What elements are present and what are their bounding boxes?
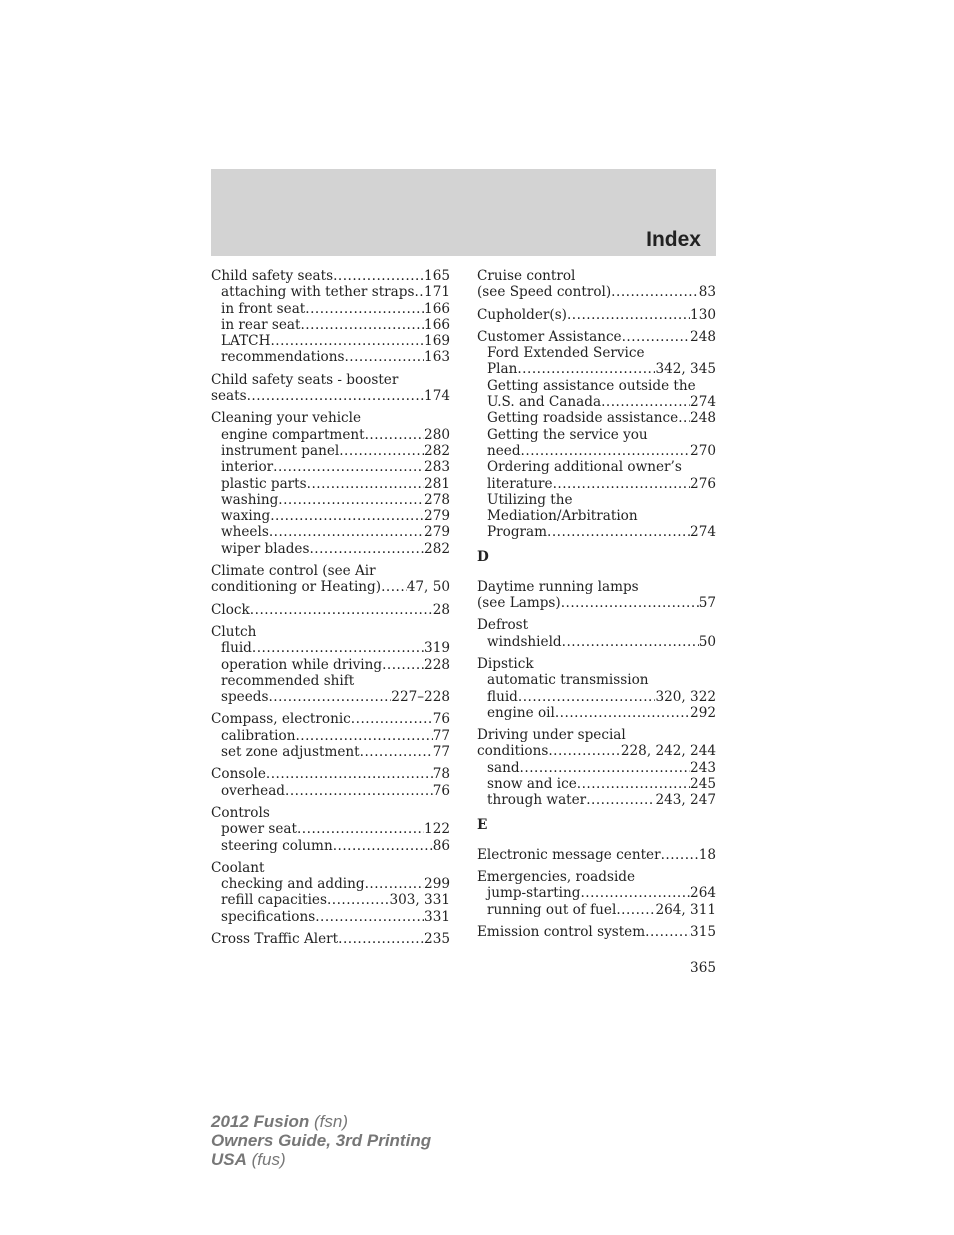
dot-leader bbox=[553, 476, 690, 492]
index-subentry-line bbox=[211, 783, 450, 799]
entry-term: through water bbox=[487, 792, 587, 809]
index-entry bbox=[477, 268, 716, 301]
page-reference: 228 bbox=[424, 656, 450, 673]
page-reference: 228, 242, 244 bbox=[620, 743, 716, 760]
entry-term: LATCH bbox=[221, 333, 271, 350]
dot-leader bbox=[250, 602, 433, 618]
footer bbox=[211, 1112, 431, 1169]
entry-term: fluid bbox=[221, 640, 252, 657]
page-reference: 47, 50 bbox=[406, 579, 450, 596]
page-reference: 50 bbox=[698, 633, 716, 650]
dot-leader bbox=[562, 634, 699, 650]
entry-term: speeds bbox=[221, 689, 269, 706]
index-subentry-line bbox=[211, 524, 450, 540]
entry-term: in front seat bbox=[221, 300, 306, 317]
page-reference: 279 bbox=[424, 508, 450, 525]
index-subentry-line bbox=[477, 705, 716, 721]
dot-leader bbox=[333, 838, 433, 854]
index-entry bbox=[477, 579, 716, 612]
page-reference: 292 bbox=[690, 704, 716, 721]
index-entry-line bbox=[477, 595, 716, 611]
index-entry-line bbox=[477, 869, 716, 885]
entry-term: U.S. and Canada bbox=[487, 394, 602, 411]
entry-term: Cupholder(s) bbox=[477, 306, 567, 323]
index-entry bbox=[477, 727, 716, 808]
entry-term: Ford Extended Service bbox=[487, 345, 645, 362]
page-reference: 28 bbox=[432, 601, 450, 618]
dot-leader bbox=[601, 394, 690, 410]
page-reference: 299 bbox=[424, 876, 450, 893]
entry-term: Ordering additional owner’s bbox=[487, 459, 682, 476]
index-entry bbox=[477, 869, 716, 918]
index-subentry-line bbox=[477, 394, 716, 410]
entry-term: attaching with tether straps bbox=[221, 284, 415, 301]
index-section-letter: D bbox=[477, 548, 489, 565]
dot-leader bbox=[270, 508, 424, 524]
dot-leader bbox=[586, 792, 655, 808]
entry-term: Clutch bbox=[211, 623, 257, 640]
index-entry-line bbox=[477, 727, 716, 743]
entry-term: instrument panel bbox=[221, 442, 340, 459]
index-entry-line bbox=[211, 931, 450, 947]
index-entry-line bbox=[211, 766, 450, 782]
index-subentry-line bbox=[477, 776, 716, 792]
page-number: 365 bbox=[690, 960, 716, 976]
index-subentry-line bbox=[477, 672, 716, 688]
index-subentry-line bbox=[211, 492, 450, 508]
entry-term: washing bbox=[221, 491, 279, 508]
index-subentry-line bbox=[211, 476, 450, 492]
index-entry-line bbox=[211, 388, 450, 404]
footer-region: USA bbox=[211, 1150, 247, 1169]
entry-term: steering column bbox=[221, 837, 333, 854]
index-entry bbox=[477, 617, 716, 650]
entry-term: Controls bbox=[211, 804, 270, 821]
entry-term: Daytime running lamps bbox=[477, 578, 639, 595]
dot-leader bbox=[252, 640, 424, 656]
index-section-letter: E bbox=[477, 816, 488, 833]
entry-term: automatic transmission bbox=[487, 672, 649, 689]
dot-leader bbox=[285, 783, 433, 799]
page-reference: 122 bbox=[424, 821, 450, 838]
index-entry-line bbox=[477, 743, 716, 759]
footer-line-3 bbox=[211, 1150, 431, 1169]
entry-term: literature bbox=[487, 475, 553, 492]
dot-leader bbox=[622, 329, 690, 345]
entry-term: Cruise control bbox=[477, 268, 576, 284]
entry-term: in rear seat bbox=[221, 316, 301, 333]
entry-term: conditions bbox=[477, 743, 549, 760]
dot-leader bbox=[521, 443, 691, 459]
dot-leader bbox=[611, 284, 699, 300]
index-entry bbox=[211, 931, 450, 947]
entry-term: Getting assistance outside the bbox=[487, 377, 696, 394]
entry-term: Compass, electronic bbox=[211, 711, 351, 728]
entry-term: Driving under special bbox=[477, 727, 626, 744]
dot-leader bbox=[315, 909, 424, 925]
page-reference: 76 bbox=[432, 782, 450, 799]
entry-term: Electronic message center bbox=[477, 846, 661, 863]
dot-leader bbox=[382, 657, 424, 673]
index-entry bbox=[477, 924, 716, 940]
index-subentry-line bbox=[211, 909, 450, 925]
index-subentry-line bbox=[211, 821, 450, 837]
entry-term: set zone adjustment bbox=[221, 744, 360, 761]
dot-leader bbox=[333, 268, 424, 284]
page-reference: 264 bbox=[690, 885, 716, 902]
index-entry bbox=[211, 372, 450, 405]
index-entry-line bbox=[477, 617, 716, 633]
index-subentry-line bbox=[211, 640, 450, 656]
dot-leader bbox=[414, 284, 424, 300]
index-subentry-line bbox=[477, 443, 716, 459]
index-entry-line bbox=[477, 656, 716, 672]
page-reference: 264, 311 bbox=[655, 901, 716, 918]
index-subentry-line bbox=[211, 673, 450, 689]
index-entry-line bbox=[477, 924, 716, 940]
entry-term: windshield bbox=[487, 633, 562, 650]
entry-term: Customer Assistance bbox=[477, 328, 622, 345]
entry-term: Mediation/Arbitration bbox=[487, 508, 638, 525]
page-reference: 270 bbox=[690, 442, 716, 459]
page-reference: 248 bbox=[690, 410, 716, 427]
dot-leader bbox=[300, 317, 424, 333]
index-subentry-line bbox=[477, 508, 716, 524]
dot-leader bbox=[247, 388, 424, 404]
page-reference: 77 bbox=[432, 727, 450, 744]
index-entry-line bbox=[211, 579, 450, 595]
entry-term: power seat bbox=[221, 821, 297, 838]
dot-leader bbox=[518, 689, 656, 705]
index-entry bbox=[477, 656, 716, 721]
entry-term: plastic parts bbox=[221, 475, 307, 492]
entry-term: refill capacities bbox=[221, 892, 327, 909]
index-subentry-line bbox=[477, 361, 716, 377]
page-reference: 280 bbox=[424, 426, 450, 443]
index-subentry-line bbox=[477, 378, 716, 394]
entry-term: engine compartment bbox=[221, 426, 365, 443]
dot-leader bbox=[365, 876, 424, 892]
dot-leader bbox=[555, 705, 690, 721]
index-subentry-line bbox=[477, 634, 716, 650]
page-reference: 57 bbox=[698, 595, 716, 612]
page-reference: 235 bbox=[424, 930, 450, 947]
dot-leader bbox=[307, 476, 424, 492]
index-entry-line bbox=[211, 602, 450, 618]
entry-term: need bbox=[487, 442, 521, 459]
index-subentry-line bbox=[477, 459, 716, 475]
entry-term: checking and adding bbox=[221, 876, 365, 893]
dot-leader bbox=[547, 524, 690, 540]
entry-term: Clock bbox=[211, 601, 250, 618]
page-reference: 276 bbox=[690, 475, 716, 492]
page-reference: 243 bbox=[690, 759, 716, 776]
index-subentry-line bbox=[211, 284, 450, 300]
index-entry-line bbox=[211, 805, 450, 821]
index-entry bbox=[211, 711, 450, 760]
dot-leader bbox=[616, 902, 655, 918]
entry-term: engine oil bbox=[487, 704, 555, 721]
index-entry-line bbox=[211, 860, 450, 876]
dot-leader bbox=[297, 821, 424, 837]
dot-leader bbox=[360, 744, 433, 760]
index-subentry-line bbox=[211, 744, 450, 760]
index-entry bbox=[477, 329, 716, 541]
dot-leader bbox=[278, 492, 424, 508]
index-subentry-line bbox=[211, 459, 450, 475]
page-reference: 77 bbox=[432, 744, 450, 761]
dot-leader bbox=[309, 541, 424, 557]
index-subentry-line bbox=[211, 689, 450, 705]
index-entry-line bbox=[477, 307, 716, 323]
entry-term: Plan bbox=[487, 361, 518, 378]
index-entry bbox=[211, 602, 450, 618]
header-band bbox=[211, 169, 716, 256]
dot-leader bbox=[273, 459, 424, 475]
dot-leader bbox=[678, 410, 690, 426]
page-reference: 174 bbox=[424, 388, 450, 405]
index-subentry-line bbox=[477, 410, 716, 426]
dot-leader bbox=[548, 743, 621, 759]
index-subentry-line bbox=[211, 443, 450, 459]
index-subentry-line bbox=[477, 492, 716, 508]
page-reference: 83 bbox=[698, 284, 716, 301]
entry-term: recommendations bbox=[221, 349, 345, 366]
dot-leader bbox=[561, 595, 699, 611]
page-reference: 274 bbox=[690, 394, 716, 411]
index-subentry-line bbox=[211, 541, 450, 557]
page-reference: 227–228 bbox=[391, 689, 450, 706]
index-entry bbox=[477, 847, 716, 863]
index-subentry-line bbox=[477, 885, 716, 901]
index-subentry-line bbox=[211, 508, 450, 524]
page-reference: 281 bbox=[424, 475, 450, 492]
footer-line-1 bbox=[211, 1112, 431, 1131]
index-entry-line bbox=[477, 268, 716, 284]
entry-term: Climate control (see Air bbox=[211, 563, 376, 580]
entry-term: sand bbox=[487, 759, 520, 776]
index-entry-line bbox=[211, 372, 450, 388]
entry-term: wiper blades bbox=[221, 540, 310, 557]
dot-leader bbox=[645, 924, 690, 940]
page-reference: 283 bbox=[424, 459, 450, 476]
page-reference: 76 bbox=[432, 711, 450, 728]
dot-leader bbox=[327, 892, 390, 908]
dot-leader bbox=[517, 361, 655, 377]
entry-term: Getting roadside assistance bbox=[487, 410, 679, 427]
index-subentry-line bbox=[477, 524, 716, 540]
entry-term: Child safety seats - booster bbox=[211, 371, 399, 388]
index-entry-line bbox=[477, 284, 716, 300]
page-reference: 274 bbox=[690, 524, 716, 541]
entry-term: fluid bbox=[487, 688, 518, 705]
page-reference: 86 bbox=[432, 837, 450, 854]
index-entry bbox=[211, 860, 450, 925]
index-subentry-line bbox=[477, 760, 716, 776]
entry-term: Defrost bbox=[477, 617, 529, 634]
dot-leader bbox=[344, 349, 424, 365]
entry-term: running out of fuel bbox=[487, 901, 617, 918]
dot-leader bbox=[339, 443, 424, 459]
entry-term: Getting the service you bbox=[487, 426, 648, 443]
entry-term: (see Speed control) bbox=[477, 284, 612, 301]
entry-term: Emergencies, roadside bbox=[477, 868, 636, 885]
index-subentry-line bbox=[211, 333, 450, 349]
page-reference: 315 bbox=[690, 923, 716, 940]
index-entry bbox=[211, 268, 450, 366]
page-reference: 130 bbox=[690, 306, 716, 323]
entry-term: (see Lamps) bbox=[477, 595, 561, 612]
dot-leader bbox=[305, 301, 424, 317]
entry-term: waxing bbox=[221, 508, 271, 525]
index-entry bbox=[211, 410, 450, 557]
dot-leader bbox=[580, 885, 690, 901]
entry-term: interior bbox=[221, 459, 274, 476]
index-subentry-line bbox=[477, 476, 716, 492]
page-reference: 278 bbox=[424, 491, 450, 508]
entry-term: specifications bbox=[221, 908, 316, 925]
page-reference: 78 bbox=[432, 766, 450, 783]
entry-term: seats bbox=[211, 388, 247, 405]
page-reference: 166 bbox=[424, 300, 450, 317]
entry-term: Cleaning your vehicle bbox=[211, 410, 362, 427]
entry-term: operation while driving bbox=[221, 656, 383, 673]
index-subentry-line bbox=[211, 349, 450, 365]
dot-leader bbox=[661, 847, 699, 863]
index-entry-line bbox=[211, 711, 450, 727]
dot-leader bbox=[365, 427, 424, 443]
index-entry-line bbox=[211, 268, 450, 284]
index-entry bbox=[477, 307, 716, 323]
page-reference: 165 bbox=[424, 268, 450, 284]
index-entry-line bbox=[477, 847, 716, 863]
entry-term: Emission control system bbox=[477, 923, 646, 940]
page-reference: 243, 247 bbox=[655, 792, 716, 809]
entry-term: Cross Traffic Alert bbox=[211, 930, 339, 947]
page-title: Index bbox=[646, 228, 701, 251]
dot-leader bbox=[567, 307, 690, 323]
index-subentry-line bbox=[211, 876, 450, 892]
index-subentry-line bbox=[477, 689, 716, 705]
index-subentry-line bbox=[211, 838, 450, 854]
page-reference: 248 bbox=[690, 328, 716, 345]
index-subentry-line bbox=[211, 427, 450, 443]
footer-model: 2012 Fusion bbox=[211, 1112, 310, 1131]
entry-term: wheels bbox=[221, 524, 269, 541]
index-entry-line bbox=[477, 579, 716, 595]
index-entry bbox=[211, 624, 450, 705]
page-reference: 331 bbox=[424, 908, 450, 925]
entry-term: calibration bbox=[221, 727, 296, 744]
page-reference: 169 bbox=[424, 333, 450, 350]
page-reference: 342, 345 bbox=[655, 361, 716, 378]
entry-term: recommended shift bbox=[221, 672, 355, 689]
entry-term: conditioning or Heating) bbox=[211, 579, 382, 596]
index-entry-line bbox=[211, 410, 450, 426]
page-reference: 320, 322 bbox=[655, 688, 716, 705]
index-subentry-line bbox=[211, 301, 450, 317]
page-reference: 245 bbox=[690, 776, 716, 793]
index-subentry-line bbox=[211, 317, 450, 333]
dot-leader bbox=[266, 766, 433, 782]
page-reference: 279 bbox=[424, 524, 450, 541]
dot-leader bbox=[381, 579, 407, 595]
page-reference: 303, 331 bbox=[389, 892, 450, 909]
page-reference: 319 bbox=[424, 640, 450, 657]
entry-term: Coolant bbox=[211, 859, 265, 876]
page-reference: 18 bbox=[698, 846, 716, 863]
entry-term: overhead bbox=[221, 782, 286, 799]
index-subentry-line bbox=[477, 902, 716, 918]
index-column-right bbox=[477, 268, 716, 946]
dot-leader bbox=[338, 931, 424, 947]
footer-region-code: (fus) bbox=[251, 1150, 286, 1169]
dot-leader bbox=[270, 333, 424, 349]
index-subentry-line bbox=[211, 728, 450, 744]
index-subentry-line bbox=[477, 427, 716, 443]
index-entry bbox=[211, 563, 450, 596]
dot-leader bbox=[520, 760, 691, 776]
footer-line-2: Owners Guide, 3rd Printing bbox=[211, 1131, 432, 1150]
index-entry-line bbox=[211, 563, 450, 579]
entry-term: Console bbox=[211, 766, 266, 783]
index-entry-line bbox=[211, 624, 450, 640]
entry-term: Child safety seats bbox=[211, 268, 334, 284]
entry-term: Utilizing the bbox=[487, 491, 573, 508]
entry-term: snow and ice bbox=[487, 776, 577, 793]
dot-leader bbox=[295, 728, 432, 744]
entry-term: Dipstick bbox=[477, 655, 534, 672]
page-reference: 171 bbox=[424, 284, 450, 301]
page-reference: 282 bbox=[424, 442, 450, 459]
footer-model-code: (fsn) bbox=[314, 1112, 348, 1131]
dot-leader bbox=[351, 711, 433, 727]
dot-leader bbox=[577, 776, 690, 792]
index-subentry-line bbox=[477, 345, 716, 361]
entry-term: jump-starting bbox=[487, 885, 581, 902]
entry-term: Program bbox=[487, 524, 548, 541]
index-entry bbox=[211, 805, 450, 854]
index-subentry-line bbox=[477, 792, 716, 808]
index-entry-line bbox=[477, 329, 716, 345]
page-reference: 166 bbox=[424, 316, 450, 333]
page-reference: 282 bbox=[424, 540, 450, 557]
index-entry bbox=[211, 766, 450, 799]
index-subentry-line bbox=[211, 892, 450, 908]
dot-leader bbox=[268, 689, 391, 705]
index-subentry-line bbox=[211, 657, 450, 673]
dot-leader bbox=[269, 524, 424, 540]
index-column-left bbox=[211, 268, 450, 953]
page-reference: 163 bbox=[424, 349, 450, 366]
